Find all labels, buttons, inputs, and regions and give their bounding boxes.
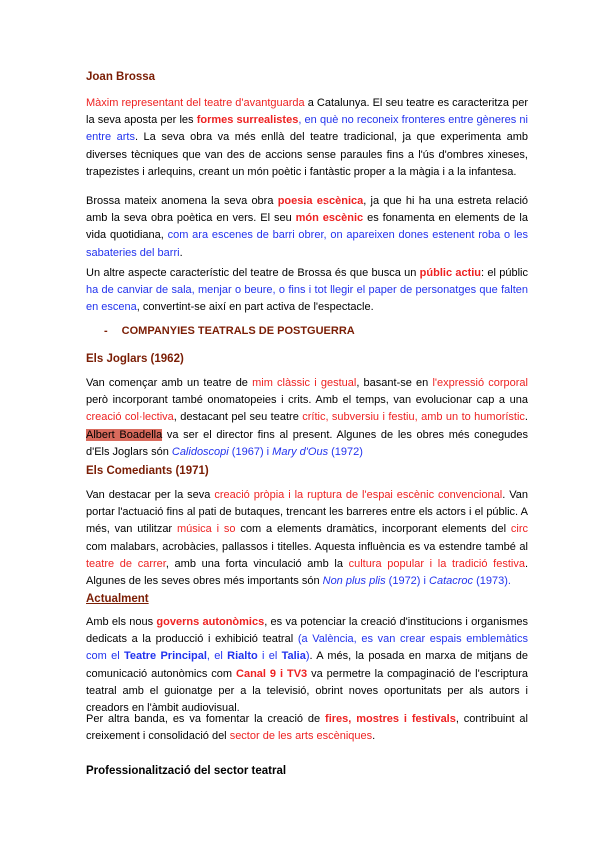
work-year: (1972) bbox=[328, 445, 363, 458]
body-text: , amb una forta vinculació amb la bbox=[165, 557, 349, 570]
work-title: Mary d'Ous bbox=[272, 445, 329, 458]
example-text: (a València, es van crear espais emblemàtics com el bbox=[86, 633, 528, 663]
body-text: , contribuint al creixement i consolidació del bbox=[86, 713, 528, 743]
highlight-text: creació col·lectiva bbox=[86, 411, 174, 424]
bullet-line bbox=[104, 325, 355, 337]
body-text: Amb els nous bbox=[86, 616, 157, 628]
highlight-text: mim clàssic i gestual bbox=[252, 377, 357, 389]
work-year: (1972) i bbox=[385, 575, 430, 588]
work-title: Calidoscopi bbox=[171, 445, 229, 458]
example-text: com ara escenes de barri obrer, on apareixen dones estenent roba o les sabateries del barri bbox=[86, 229, 529, 259]
key-term: món escènic bbox=[295, 212, 364, 225]
paragraph-brossa-intro bbox=[86, 95, 528, 181]
body-text: , ja que hi ha una estreta relació amb la seva obra poètica en vers. El seu bbox=[86, 195, 528, 225]
highlight-text: cultura popular i la tradició festiva bbox=[348, 557, 525, 570]
highlight-text: música i so bbox=[176, 523, 236, 536]
body-text: . Van portar l'actuació fins al pati de butaques, trencant les barreres entre els actors i el públic. A més, van utilitzar bbox=[86, 489, 529, 536]
example-text: ) bbox=[305, 650, 310, 663]
highlight-text: circ bbox=[510, 523, 528, 536]
body-text: . La seva obra va més enllà del teatre tradicional, ja que experimenta amb diverses tècniques que van des de accions sense paraules fins a l'ús d'ombres xineses, trapezistes i arlequins, creant un món poètic i fantàstic proper a la màgia i a la infantesa. bbox=[86, 131, 528, 178]
body-text: com a elements dramàtics, incorporant elements del bbox=[235, 523, 511, 536]
work-title: Catacroc bbox=[429, 575, 474, 588]
body-text: Per altra banda, es va fomentar la creació de bbox=[86, 713, 326, 725]
paragraph-joglars bbox=[86, 375, 528, 461]
paragraph-public-actiu bbox=[86, 265, 528, 317]
bullet-heading: COMPANYIES TEATRALS DE POSTGUERRA bbox=[121, 325, 355, 337]
section-heading-actualment: Actualment bbox=[86, 593, 149, 605]
body-text: . A més, la posada en marxa de mitjans de comunicació autonòmics com bbox=[86, 650, 529, 680]
highlight-text: crític, subversiu i festiu, amb un to humorístic bbox=[302, 411, 525, 424]
example-text: ha de canviar de sala, menjar o beure, o fins i tot llegir el paper de personatges que falten en escena bbox=[86, 284, 528, 314]
body-text: : el públic bbox=[481, 267, 528, 279]
body-text: , basant-se en bbox=[356, 377, 433, 389]
section-heading-comediants: Els Comediants (1971) bbox=[86, 465, 209, 477]
key-term: Canal 9 i TV3 bbox=[236, 667, 308, 680]
key-term: fires, mostres i festivals bbox=[325, 713, 456, 725]
key-term: governs autonòmics bbox=[156, 616, 265, 628]
paragraph-festivals bbox=[86, 711, 528, 745]
highlight-text: creació pròpia i la ruptura de l'espai escènic convencional bbox=[214, 489, 503, 501]
body-text: . Algunes de les seves obres més importants són bbox=[86, 557, 528, 588]
section-heading-joan-brossa: Joan Brossa bbox=[86, 71, 156, 83]
body-text: es fonamenta en elements de la vida quotidiana, bbox=[86, 212, 528, 242]
example-text: i el bbox=[257, 650, 282, 663]
highlighted-name: Albert Boadella bbox=[86, 428, 163, 441]
bullet-marker: - bbox=[104, 325, 108, 337]
paragraph-actualment bbox=[86, 614, 528, 717]
section-heading-professionalitzacio: Professionalització del sector teatral bbox=[86, 765, 287, 777]
work-year: (1967) i bbox=[228, 445, 273, 458]
section-heading-joglars: Els Joglars (1962) bbox=[86, 353, 184, 365]
work-year: (1973). bbox=[473, 575, 511, 588]
body-text: va ser el director fins al present. Algunes de les obres més conegudes d'Els Joglars són bbox=[86, 428, 528, 458]
key-term: formes surrealistes bbox=[196, 114, 299, 127]
body-text: va permetre la compaginació de l'escriptura teatral amb el guionatge per a la televisió, obrint noves oportunitats per als autors i creadors en l'àmbit audiovisual. bbox=[86, 667, 528, 715]
paragraph-poesia-escenica bbox=[86, 193, 528, 262]
body-text: Van destacar per la seva bbox=[86, 489, 215, 501]
work-title: Non plus plis bbox=[322, 575, 386, 588]
body-text: Un altre aspecte característic del teatre de Brossa és que busca un bbox=[86, 267, 420, 279]
example-text: , el bbox=[206, 650, 228, 663]
body-text: però incorporant també onomatopeies i crits. Amb el temps, van evolucionar cap a una bbox=[86, 394, 528, 407]
venue-name: Rialto bbox=[227, 650, 258, 663]
body-text: a Catalunya. El seu teatre es caracteritza per la seva aposta per les bbox=[86, 97, 529, 127]
body-text: , destacant pel seu teatre bbox=[173, 411, 303, 424]
body-text: , es va potenciar la creació d'institucions i organismes dedicats a la producció i exhibició teatral bbox=[86, 616, 529, 646]
highlight-text: teatre de carrer bbox=[86, 557, 166, 570]
body-text: Van començar amb un teatre de bbox=[86, 377, 253, 389]
key-term: públic actiu bbox=[419, 267, 482, 279]
key-term: poesia escènica bbox=[277, 195, 364, 207]
paragraph-comediants bbox=[86, 487, 528, 590]
venue-name: Talia bbox=[281, 650, 306, 663]
body-text: . bbox=[524, 411, 528, 424]
body-text: . bbox=[372, 730, 376, 743]
venue-name: Teatre Principal bbox=[123, 650, 207, 663]
highlight-text: l'expressió corporal bbox=[432, 377, 528, 389]
highlight-text: Màxim representant del teatre d'avantguarda bbox=[86, 97, 305, 109]
highlight-text: sector de les arts escèniques bbox=[229, 730, 373, 743]
body-text: , convertint-se així en part activa de l'espectacle. bbox=[136, 301, 374, 314]
body-text: Brossa mateix anomena la seva obra bbox=[86, 195, 278, 207]
body-text: com malabars, acrobàcies, pallassos i titelles. Aquesta influència es va estendre també al bbox=[86, 540, 528, 553]
example-text: , en què no reconeix fronteres entre gèneres ni entre arts bbox=[86, 114, 528, 144]
body-text: . bbox=[179, 246, 183, 259]
